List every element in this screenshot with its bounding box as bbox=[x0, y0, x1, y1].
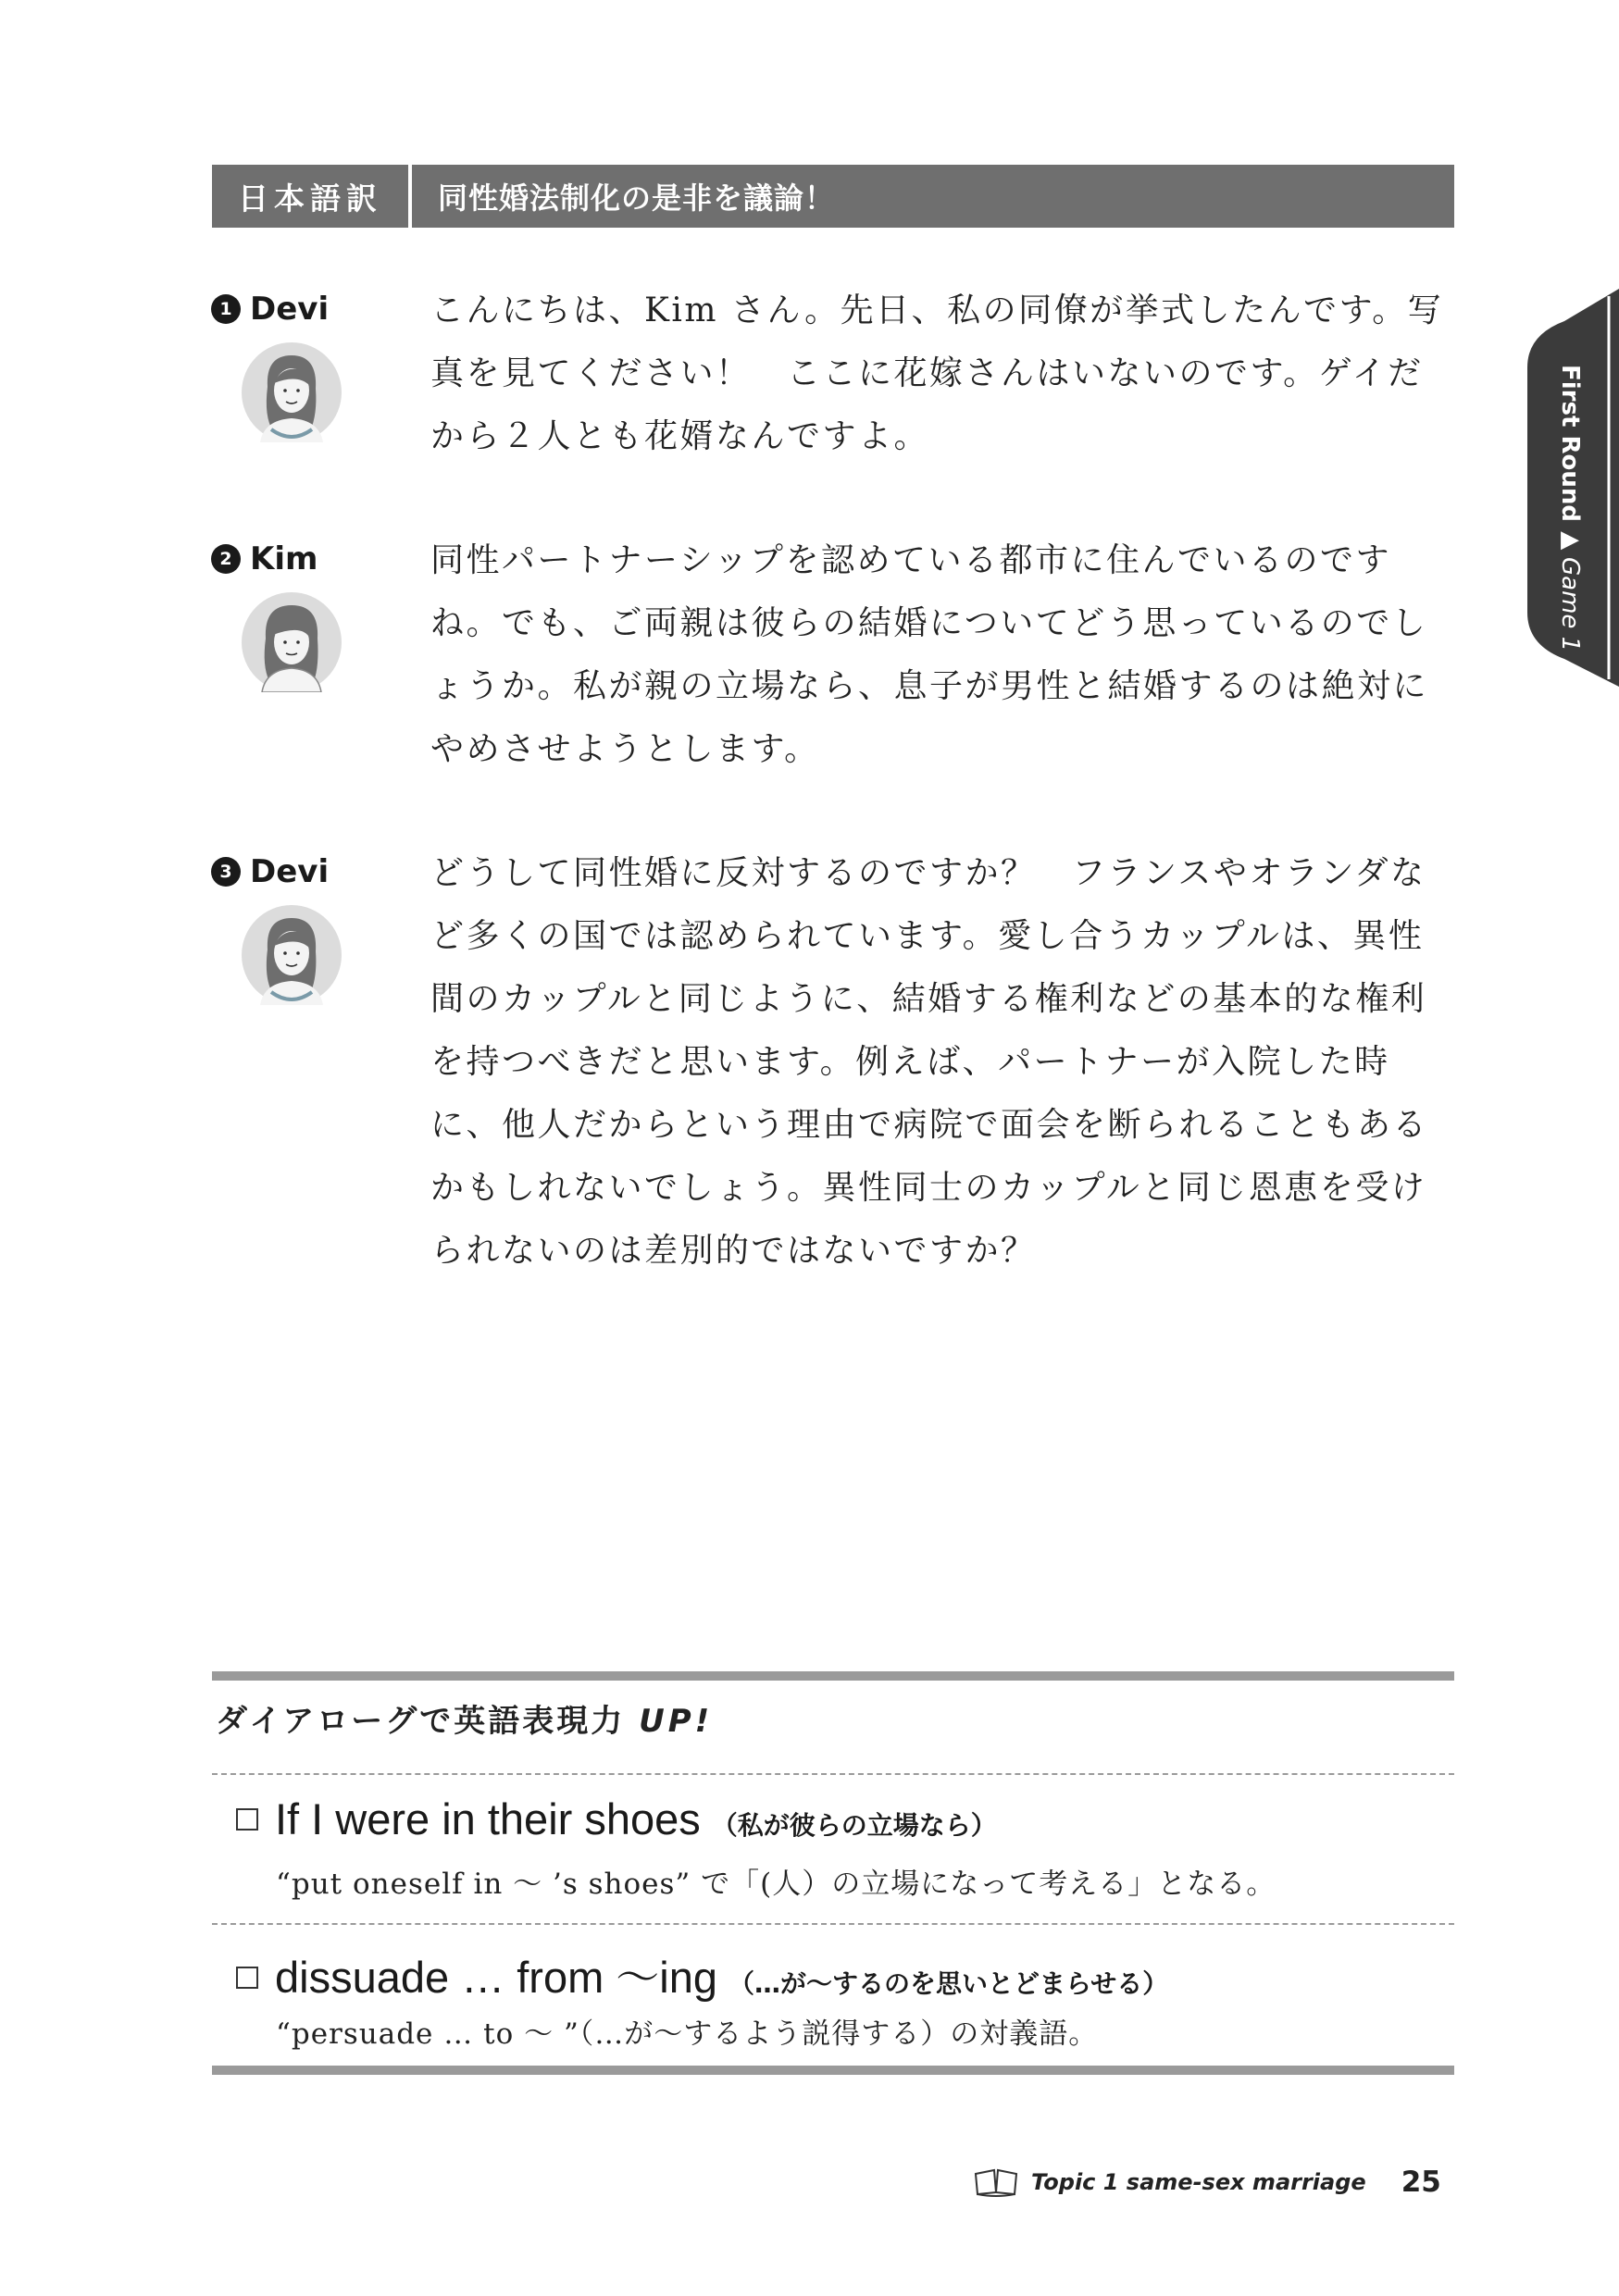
page-footer bbox=[972, 2166, 1441, 2199]
header-bar bbox=[212, 165, 1454, 228]
chapter-side-tab bbox=[1527, 289, 1619, 687]
section-title: 同性婚法制化の是非を議論！ bbox=[438, 180, 836, 216]
expressions-heading bbox=[216, 1695, 713, 1741]
footer-topic: Topic 1 same-sex marriage bbox=[1031, 2169, 1366, 2195]
speaker-number-badge: 3 bbox=[211, 857, 241, 887]
expression-note: “put oneself in ～ ’s shoes” で「(人）の立場になって考える」となる。 bbox=[276, 1868, 1277, 1901]
speaker-name: Devi bbox=[250, 291, 330, 328]
kim-avatar bbox=[242, 592, 342, 692]
expression-phrase: If I were in their shoes bbox=[275, 1794, 701, 1843]
speaker-number-badge: 2 bbox=[211, 544, 241, 574]
expression-item-1 bbox=[236, 1793, 997, 1844]
expression-note: “persuade … to ～ ”（…が～するよう説得する）の対義語。 bbox=[276, 2017, 1099, 2051]
expressions-heading-text: ダイアローグで英語表現力 bbox=[216, 1703, 626, 1740]
speaker-1 bbox=[211, 291, 329, 328]
side-tab-game: Game 1 bbox=[1556, 556, 1584, 652]
dialogue-text: こんにちは、Kim さん。先日、私の同僚が挙式したんです。写真を見てください！ ここに花嫁さんはいないのです。ゲイだから２人とも花婿なんですよ。 bbox=[430, 292, 1444, 455]
speaker-3 bbox=[211, 853, 329, 890]
speaker-name: Kim bbox=[250, 540, 318, 577]
devi-avatar bbox=[242, 905, 342, 1005]
side-tab-arrow: ▶ bbox=[1556, 525, 1584, 553]
expression-meaning: （…が～するのを思いとどまらせる） bbox=[729, 1968, 1169, 1999]
dashed-divider bbox=[212, 1773, 1454, 1775]
speaker-name: Devi bbox=[250, 853, 330, 890]
book-icon bbox=[972, 2166, 1020, 2198]
checkbox-icon[interactable] bbox=[236, 1967, 258, 1989]
side-tab-round: First Round bbox=[1556, 365, 1584, 522]
expressions-top-rule bbox=[212, 1671, 1454, 1681]
expressions-bottom-rule bbox=[212, 2066, 1454, 2075]
page-number: 25 bbox=[1401, 2166, 1441, 2199]
expression-phrase: dissuade … from ～ing bbox=[275, 1953, 718, 2002]
speaker-2 bbox=[211, 540, 318, 577]
checkbox-icon[interactable] bbox=[236, 1808, 258, 1831]
side-tab-text bbox=[1548, 365, 1592, 652]
speaker-number-badge: 1 bbox=[211, 294, 241, 324]
dialogue-text: 同性パートナーシップを認めている都市に住んでいるのですね。でも、ご両親は彼らの結婚についてどう思っているのでしょうか。私が親の立場なら、息子が男性と結婚するのは絶対にやめさせようとします。 bbox=[430, 541, 1429, 768]
expression-meaning: （私が彼らの立場なら） bbox=[711, 1810, 997, 1841]
expression-item-2 bbox=[236, 1943, 1168, 2005]
devi-avatar bbox=[242, 342, 342, 442]
dashed-divider bbox=[212, 1923, 1454, 1925]
expressions-heading-em: UP! bbox=[639, 1703, 714, 1740]
section-label: 日本語訳 bbox=[212, 165, 412, 228]
dialogue-text: どうして同性婚に反対するのですか？ フランスやオランダなど多くの国では認められています。愛し合うカップルは、異性間のカップルと同じように、結婚する権利などの基本的な権利を持つべきだと思います。例えば、パートナーが入院した時に、他人だからという理由で病院で面会を断られることもあるかもしれないでしょう。異性同士のカップルと同じ恩恵を受けられないのは差別的ではないですか？ bbox=[430, 854, 1429, 1270]
